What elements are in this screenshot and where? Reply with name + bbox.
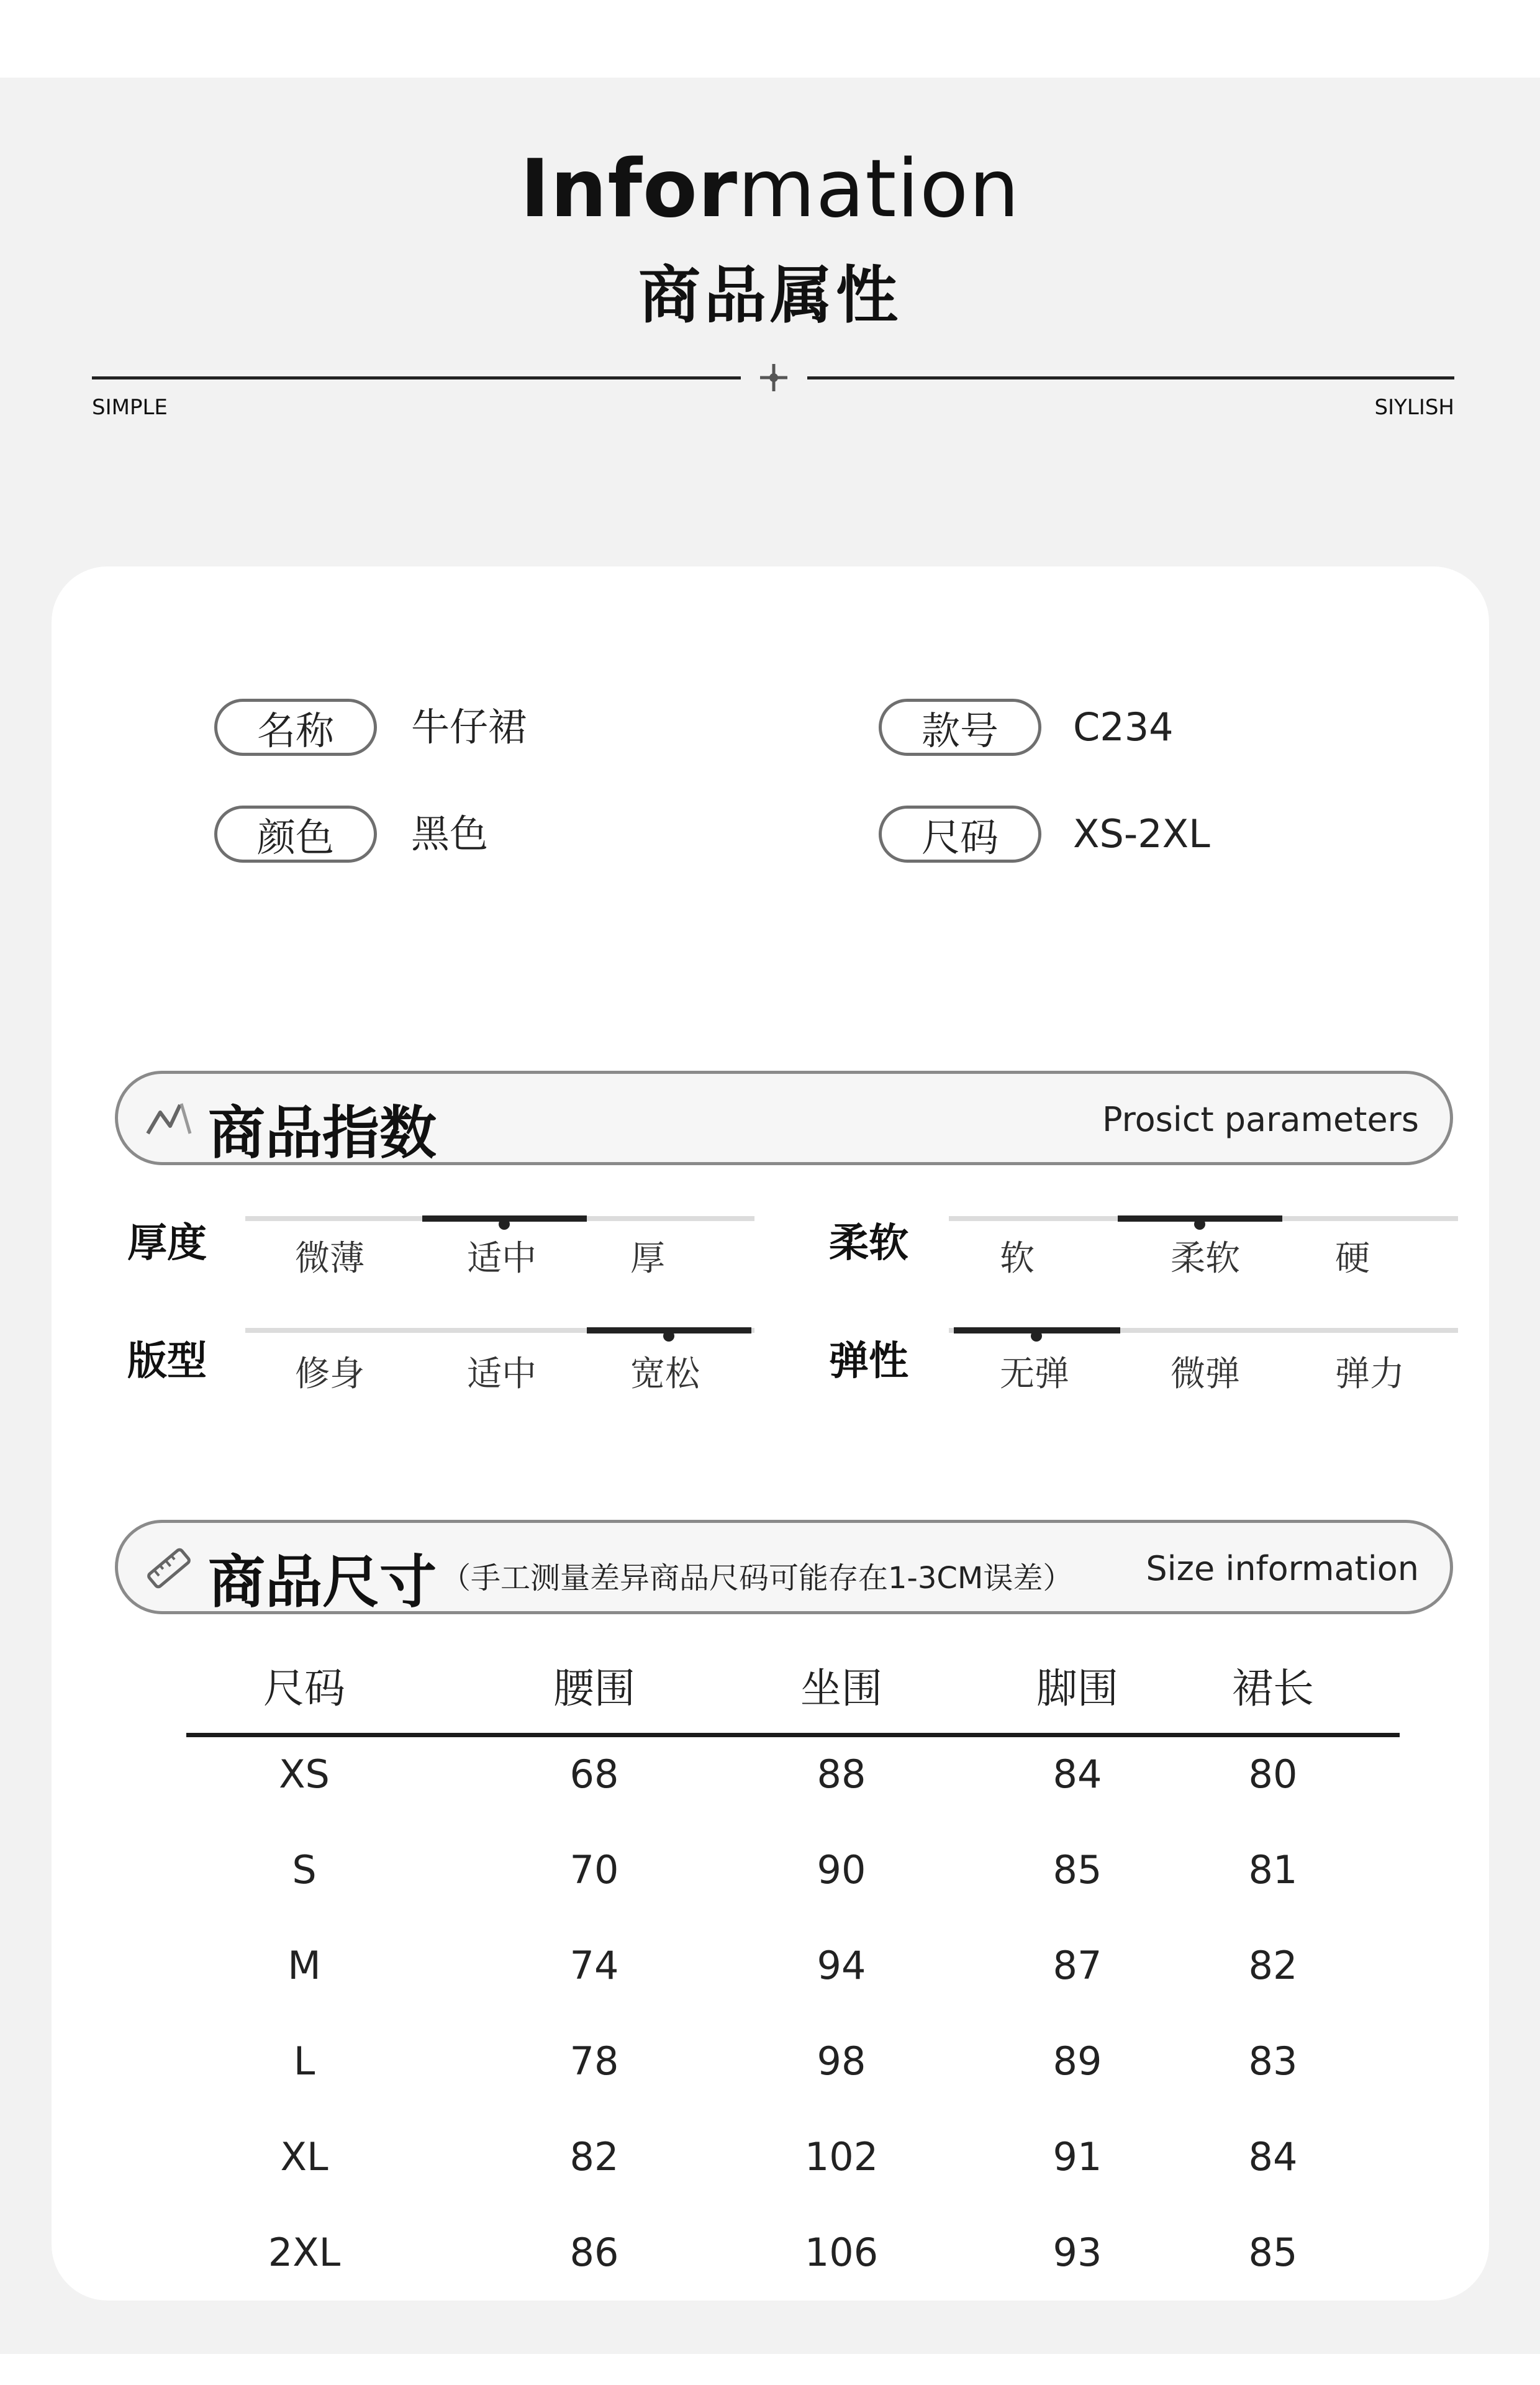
table-cell-length: 82 <box>1248 1943 1298 1988</box>
title-light-part: mation <box>738 143 1020 235</box>
attr-value-color: 黑色 <box>411 811 489 856</box>
table-header-hip: 坐围 <box>800 1665 882 1712</box>
table-cell-length: 81 <box>1248 1847 1298 1892</box>
size-section-bar <box>115 1520 1453 1614</box>
table-header-length: 裙长 <box>1232 1665 1314 1712</box>
table-cell-hip: 90 <box>817 1847 866 1892</box>
param-label-thickness: 厚度 <box>127 1220 207 1266</box>
table-cell-length: 85 <box>1248 2230 1298 2275</box>
attr-value-name: 牛仔裙 <box>411 704 527 750</box>
table-cell-waist: 86 <box>569 2230 619 2275</box>
size-section-note: （手工测量差异商品尺码可能存在1-3CM误差） <box>441 1561 1073 1596</box>
table-header-waist: 腰围 <box>553 1665 635 1712</box>
param-label-fit: 版型 <box>127 1338 207 1384</box>
param-marker-elasticity <box>1031 1330 1042 1342</box>
param-option: 宽松 <box>630 1354 700 1394</box>
table-cell-waist: 82 <box>569 2134 619 2179</box>
param-option: 柔软 <box>1171 1238 1240 1279</box>
table-cell-length: 80 <box>1248 1751 1298 1797</box>
table-cell-hip: 102 <box>804 2134 879 2179</box>
table-cell-hem: 91 <box>1053 2134 1102 2179</box>
param-option: 适中 <box>467 1238 537 1279</box>
table-header-size: 尺码 <box>263 1665 345 1712</box>
page-title-cn: 商品属性 <box>638 259 902 332</box>
param-label-softness: 柔软 <box>829 1220 908 1266</box>
param-option: 修身 <box>295 1354 365 1394</box>
title-bold-part: Infor <box>520 143 738 235</box>
params-section-subtitle: Prosict parameters <box>1102 1100 1419 1139</box>
attr-pill-color: 颜色 <box>214 806 377 863</box>
simple-label: SIMPLE <box>92 395 168 420</box>
table-cell-size: M <box>288 1943 321 1988</box>
divider-right <box>807 376 1454 379</box>
param-option: 适中 <box>467 1354 537 1394</box>
params-section-bar <box>115 1071 1453 1165</box>
cross-ornament-icon <box>756 360 791 395</box>
table-cell-waist: 68 <box>569 1751 619 1797</box>
table-cell-waist: 70 <box>569 1847 619 1892</box>
param-option: 厚 <box>630 1238 665 1279</box>
param-option: 无弹 <box>1000 1354 1069 1394</box>
attr-pill-style-no: 款号 <box>879 699 1041 756</box>
table-cell-hip: 106 <box>804 2230 879 2275</box>
table-cell-hem: 84 <box>1053 1751 1102 1797</box>
param-option: 硬 <box>1335 1238 1370 1279</box>
param-option: 软 <box>1000 1238 1035 1279</box>
table-cell-hip: 98 <box>817 2038 866 2084</box>
divider-left <box>92 376 741 379</box>
table-cell-waist: 78 <box>569 2038 619 2084</box>
table-cell-size: XL <box>280 2134 328 2179</box>
table-cell-hip: 88 <box>817 1751 866 1797</box>
size-section-subtitle: Size information <box>1146 1549 1419 1588</box>
params-section-title: 商品指数 <box>208 1100 437 1166</box>
page-title-en <box>0 143 1540 235</box>
table-header-divider <box>186 1733 1400 1737</box>
table-cell-size: S <box>292 1847 317 1892</box>
table-cell-size: L <box>293 2038 315 2084</box>
attr-value-size: XS-2XL <box>1073 811 1210 856</box>
param-option: 微薄 <box>295 1238 365 1279</box>
stylish-label: SIYLISH <box>1374 395 1454 420</box>
param-marker-fit <box>663 1330 674 1342</box>
trend-line-icon <box>144 1097 194 1141</box>
table-cell-hem: 89 <box>1053 2038 1102 2084</box>
table-cell-size: XS <box>279 1751 330 1797</box>
table-cell-size: 2XL <box>268 2230 341 2275</box>
ruler-icon <box>144 1547 194 1590</box>
attr-value-style-no: C234 <box>1073 704 1174 750</box>
attr-pill-name: 名称 <box>214 699 377 756</box>
param-marker-softness <box>1194 1219 1205 1230</box>
table-header-hem: 脚围 <box>1036 1665 1118 1712</box>
table-cell-hem: 87 <box>1053 1943 1102 1988</box>
table-cell-length: 84 <box>1248 2134 1298 2179</box>
table-cell-hip: 94 <box>817 1943 866 1988</box>
param-option: 弹力 <box>1335 1354 1405 1394</box>
table-cell-hem: 85 <box>1053 1847 1102 1892</box>
table-cell-length: 83 <box>1248 2038 1298 2084</box>
param-marker-thickness <box>499 1219 510 1230</box>
attr-pill-size: 尺码 <box>879 806 1041 863</box>
param-option: 微弹 <box>1171 1354 1240 1394</box>
table-cell-hem: 93 <box>1053 2230 1102 2275</box>
param-label-elasticity: 弹性 <box>829 1338 908 1384</box>
size-section-title: 商品尺寸 <box>208 1549 437 1615</box>
table-cell-waist: 74 <box>569 1943 619 1988</box>
